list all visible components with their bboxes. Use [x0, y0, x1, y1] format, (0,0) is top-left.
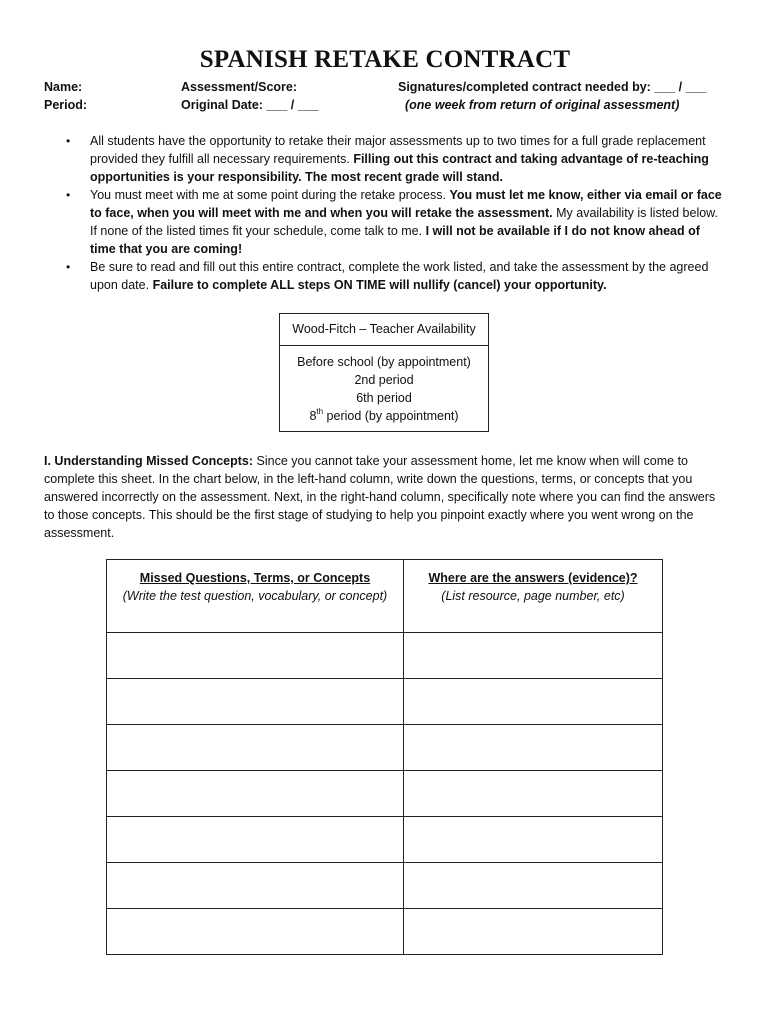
signatures-note: (one week from return of original assessment)	[405, 98, 680, 112]
answer-evidence-cell[interactable]	[404, 863, 663, 909]
assessment-score-label: Assessment/Score:	[181, 80, 298, 94]
missed-concept-cell[interactable]	[107, 909, 404, 955]
table-row	[107, 863, 663, 909]
table-row	[107, 771, 663, 817]
section-body: Since you cannot take your assessment home, let me know when will come to complete this sheet. In the chart below, in the left-hand column, write down the questions, terms, or concepts that you answered incorrectly on the assessment. Next, in the right-hand column, specifically note where you can find the answers to those concepts. This should be the first stage of studying to help you pinpoint exactly where you went wrong on the assessment.	[44, 454, 716, 540]
availability-line: 6th period	[356, 391, 412, 405]
availability-line: 2nd period	[354, 373, 414, 387]
table-header-row	[107, 560, 663, 633]
list-item: • Be sure to read and fill out this entire contract, complete the work listed, and take the assessment by the agreed upon date. Failure to complete ALL steps ON TIME will nullify (cancel) your opportunity.	[66, 260, 709, 292]
signatures-label: Signatures/completed contract needed by: ___ / ___	[398, 80, 707, 94]
answer-evidence-cell[interactable]	[404, 725, 663, 771]
teacher-availability-box	[279, 313, 489, 432]
answer-evidence-cell[interactable]	[404, 633, 663, 679]
answer-evidence-cell[interactable]	[404, 679, 663, 725]
period-label: Period:	[44, 98, 88, 112]
availability-times	[280, 346, 488, 425]
table-row	[107, 679, 663, 725]
original-date-label: Original Date: ___ / ___	[181, 98, 319, 112]
table-row	[107, 817, 663, 863]
section-missed-concepts	[44, 452, 728, 542]
table-row	[107, 633, 663, 679]
answer-evidence-cell[interactable]	[404, 817, 663, 863]
missed-concepts-table	[106, 559, 663, 955]
availability-heading: Wood-Fitch – Teacher Availability	[280, 314, 488, 346]
table-row	[107, 725, 663, 771]
answer-evidence-cell[interactable]	[404, 771, 663, 817]
column-header-missed: Missed Questions, Terms, or Concepts (Write the test question, vocabulary, or concept)	[107, 560, 404, 633]
bullet-icon: •	[66, 260, 71, 274]
bullet-icon: •	[66, 134, 71, 148]
bullet-icon: •	[66, 188, 71, 202]
missed-concept-cell[interactable]	[107, 863, 404, 909]
availability-line: 8th period (by appointment)	[309, 407, 459, 423]
missed-concept-cell[interactable]	[107, 725, 404, 771]
missed-concept-cell[interactable]	[107, 679, 404, 725]
missed-concept-cell[interactable]	[107, 633, 404, 679]
name-label: Name:	[44, 80, 83, 94]
table-row	[107, 909, 663, 955]
list-item: • All students have the opportunity to retake their major assessments up to two times for a full grade replacement provided they fulfill all necessary requirements. Filling out this contract and taking advantage of re-teaching opportunities is your responsibility. The most recent grade will stand.	[66, 134, 709, 184]
availability-line: Before school (by appointment)	[297, 355, 471, 369]
requirements-list	[64, 132, 728, 294]
answer-evidence-cell[interactable]	[404, 909, 663, 955]
page-title: SPANISH RETAKE CONTRACT	[199, 46, 571, 73]
missed-concept-cell[interactable]	[107, 817, 404, 863]
missed-concept-cell[interactable]	[107, 771, 404, 817]
column-header-answers: Where are the answers (evidence)? (List resource, page number, etc)	[404, 560, 663, 633]
list-item: • You must meet with me at some point during the retake process. You must let me know, either via email or face to face, when you will meet with me and when you will retake the assessment. My availability is listed below. If none of the listed times fit your schedule, come talk to me. I will not be available if I do not know ahead of time that you are coming!	[66, 188, 722, 256]
section-heading: I. Understanding Missed Concepts:	[44, 454, 254, 468]
